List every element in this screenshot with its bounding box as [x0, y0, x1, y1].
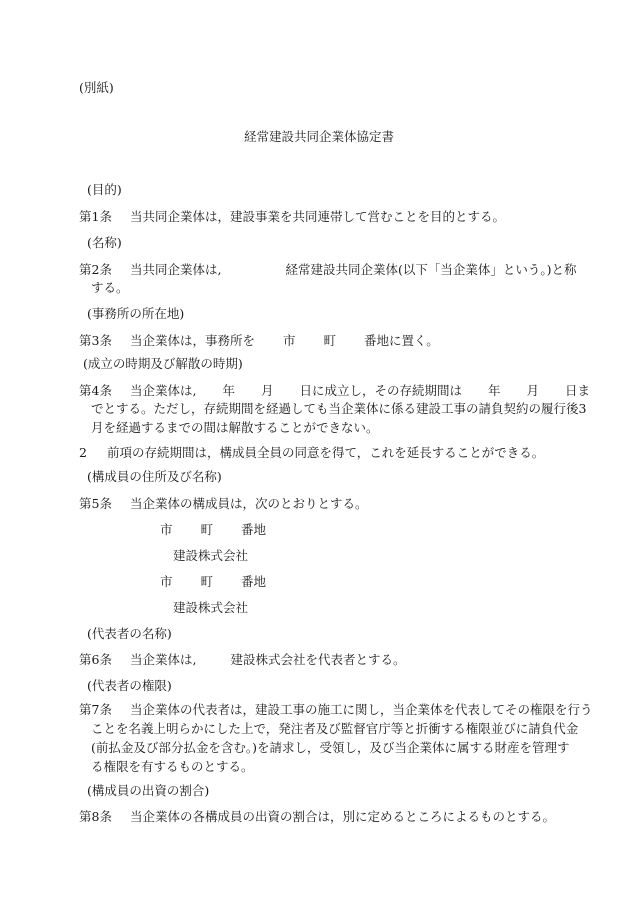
article-3 [79, 333, 439, 349]
article-4-number: 第4条 [79, 383, 112, 398]
article-6-heading: (代表者の名称) [87, 626, 172, 641]
article-2-text-b: 経常建設共同企業体(以下「当企業体」という。)と称 [285, 262, 577, 277]
article-4-line-3: 月を経過するまでの間は解散することができない。 [91, 420, 379, 435]
article-4-year: 年 [222, 383, 235, 398]
article-3-heading: (事務所の所在地) [87, 306, 185, 321]
article-1-text: 当共同企業体は，建設事業を共同連帯して営むことを目的とする。 [129, 209, 505, 224]
article-4-paragraph-2-text: 前項の存続期間は，構成員全員の同意を得て，これを延長することができる。 [106, 445, 545, 460]
annex-label: (別紙) [79, 80, 114, 95]
article-6-text-b: 建設株式会社を代表者とする。 [230, 652, 406, 667]
article-2-text-c: する。 [91, 280, 129, 295]
article-4-month-2: 月 [526, 383, 540, 398]
article-8-text: 当企業体の各構成員の出資の割合は，別に定めるところによるものとする。 [129, 809, 555, 824]
article-7-line-4: る権限を有するものとする。 [91, 759, 254, 774]
article-8-heading: (構成員の出資の割合) [87, 783, 210, 798]
article-2-heading: (名称) [87, 235, 122, 250]
member-1-address [160, 522, 266, 538]
article-4-paragraph-2 [79, 445, 544, 461]
article-7-line-2: ことを名義上明らかにした上で，発注者及び監督官庁等と折衝する権限並びに請負代金 [91, 721, 579, 736]
article-4-text-c: 日ま [565, 383, 591, 398]
member-2-address [160, 574, 266, 590]
article-6-number: 第6条 [79, 652, 112, 667]
article-2 [79, 262, 576, 278]
article-4-month: 月 [260, 383, 274, 398]
article-4-heading: (成立の時期及び解散の時期) [83, 356, 243, 371]
article-3-text-b: 番地に置く。 [364, 333, 439, 348]
member-2-company: 建設株式会社 [173, 600, 249, 615]
article-6 [79, 652, 405, 668]
article-7-heading: (代表者の権限) [87, 678, 172, 693]
article-5 [79, 496, 367, 512]
article-3-town: 町 [323, 333, 336, 348]
article-4-line-2: でとする。ただし，存続期間を経過しても当企業体に係る建設工事の請負契約の履行後3 [91, 401, 587, 416]
article-1-heading: (目的) [87, 182, 122, 197]
article-3-city: 市 [282, 333, 296, 348]
article-4-text-b: 日に成立し，その存続期間は [299, 383, 462, 398]
article-7-line-1: 当企業体の代表者は，建設工事の施工に関し，当企業体を代表してその権限を行う [129, 702, 593, 717]
member-2-town: 町 [200, 574, 214, 589]
article-1-number: 第1条 [79, 209, 112, 224]
member-2-lot: 番地 [241, 574, 267, 589]
article-5-number: 第5条 [79, 496, 112, 511]
article-1 [79, 209, 505, 225]
article-4 [79, 383, 590, 399]
article-4-text-a: 当企業体は, [129, 383, 197, 398]
member-1-town: 町 [200, 522, 214, 537]
member-1-lot: 番地 [241, 522, 267, 537]
article-7-line-3: (前払金及び部分払金を含む。)を請求し，受領し，及び当企業体に属する財産を管理す [91, 740, 570, 755]
document-title: 経常建設共同企業体協定書 [244, 129, 395, 144]
article-7 [79, 702, 592, 718]
article-4-paragraph-2-number: 2 [79, 445, 87, 460]
article-6-text-a: 当企業体は, [129, 652, 197, 667]
article-8-number: 第8条 [79, 809, 112, 824]
article-2-text-a: 当共同企業体は, [129, 262, 222, 277]
member-1-city: 市 [160, 522, 173, 537]
member-1-company: 建設株式会社 [173, 548, 249, 563]
article-3-number: 第3条 [79, 333, 112, 348]
article-3-text-a: 当企業体は，事務所を [129, 333, 255, 348]
member-2-city: 市 [160, 574, 173, 589]
article-7-number: 第7条 [79, 702, 112, 717]
article-4-year-2: 年 [487, 383, 501, 398]
article-2-number: 第2条 [79, 262, 112, 277]
article-5-heading: (構成員の住所及び名称) [87, 469, 222, 484]
article-5-text: 当企業体の構成員は，次のとおりとする。 [129, 496, 368, 511]
article-8 [79, 809, 555, 825]
